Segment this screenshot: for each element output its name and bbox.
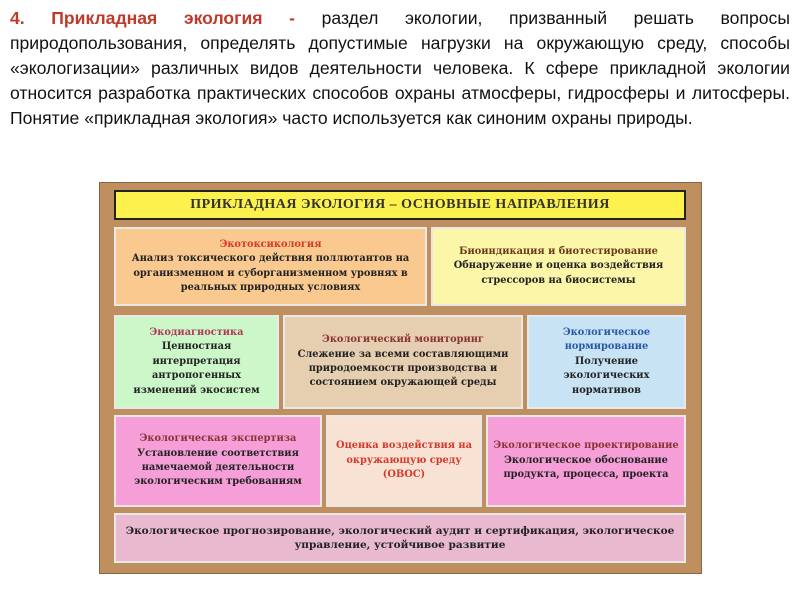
box-text: Ценностная интерпретация антропогенных изменений экосистем [133,341,260,396]
box-heading: Экологическое нормирование [562,326,651,353]
intro-lead: 4. Прикладная экология - [10,8,295,28]
box-text: Получение экологических нормативов [563,355,650,396]
box-text: Установление соответствия намечаемой деятельности экологическим требованиям [134,447,302,488]
box-eco-rationing [527,315,686,409]
box-eco-forecasting [114,513,686,563]
box-eco-monitoring [283,315,523,409]
box-text: Слежение за всеми составляющими природоемкости производства и состоянием окружающей среды [297,348,509,389]
box-text: Экологическое прогнозирование, экологический аудит и сертификация, экологическое управление, устойчивое развитие [125,524,675,551]
box-heading: Экодиагностика [149,326,244,338]
box-text: Анализ токсического действия поллютантов на организменном и суборганизменном уровнях в реальных природных условиях [131,253,410,293]
box-text: Экологическое обоснование продукта, процесса, проекта [503,454,669,481]
box-heading: Экологический мониторинг [322,334,484,346]
intro-paragraph [10,6,790,131]
box-heading: Экологическая экспертиза [139,433,297,445]
box-ecodiagnostics [114,315,279,409]
box-heading: Экологическое проектирование [493,440,679,452]
intro-body: раздел экологии, призванный решать вопросы природопользования, определять допустимые нагрузки на окружающую среду, способы «экологизации» различных видов деятельности человека. К сфере прикладной экологии относится разработка практических способов охраны атмосферы, гидросферы и литосферы. Понятие «прикладная экология» часто используется как синоним охраны природы. [10,8,790,128]
box-eco-expertise [114,415,322,507]
box-heading: Биоиндикация и биотестирование [459,245,658,257]
box-heading: Оценка воздействия на окружающую среду (ОВОС) [336,440,472,481]
diagram-title: ПРИКЛАДНАЯ ЭКОЛОГИЯ – ОСНОВНЫЕ НАПРАВЛЕНИЯ [114,190,686,220]
applied-ecology-diagram [99,182,702,574]
box-text: Обнаружение и оценка воздействия стрессоров на биосистемы [453,260,664,286]
box-ovos [326,415,482,507]
box-eco-design [486,415,686,507]
box-bioindication [431,227,686,306]
box-ecotoxicology [114,227,427,306]
box-heading: Экотоксикология [219,238,322,250]
